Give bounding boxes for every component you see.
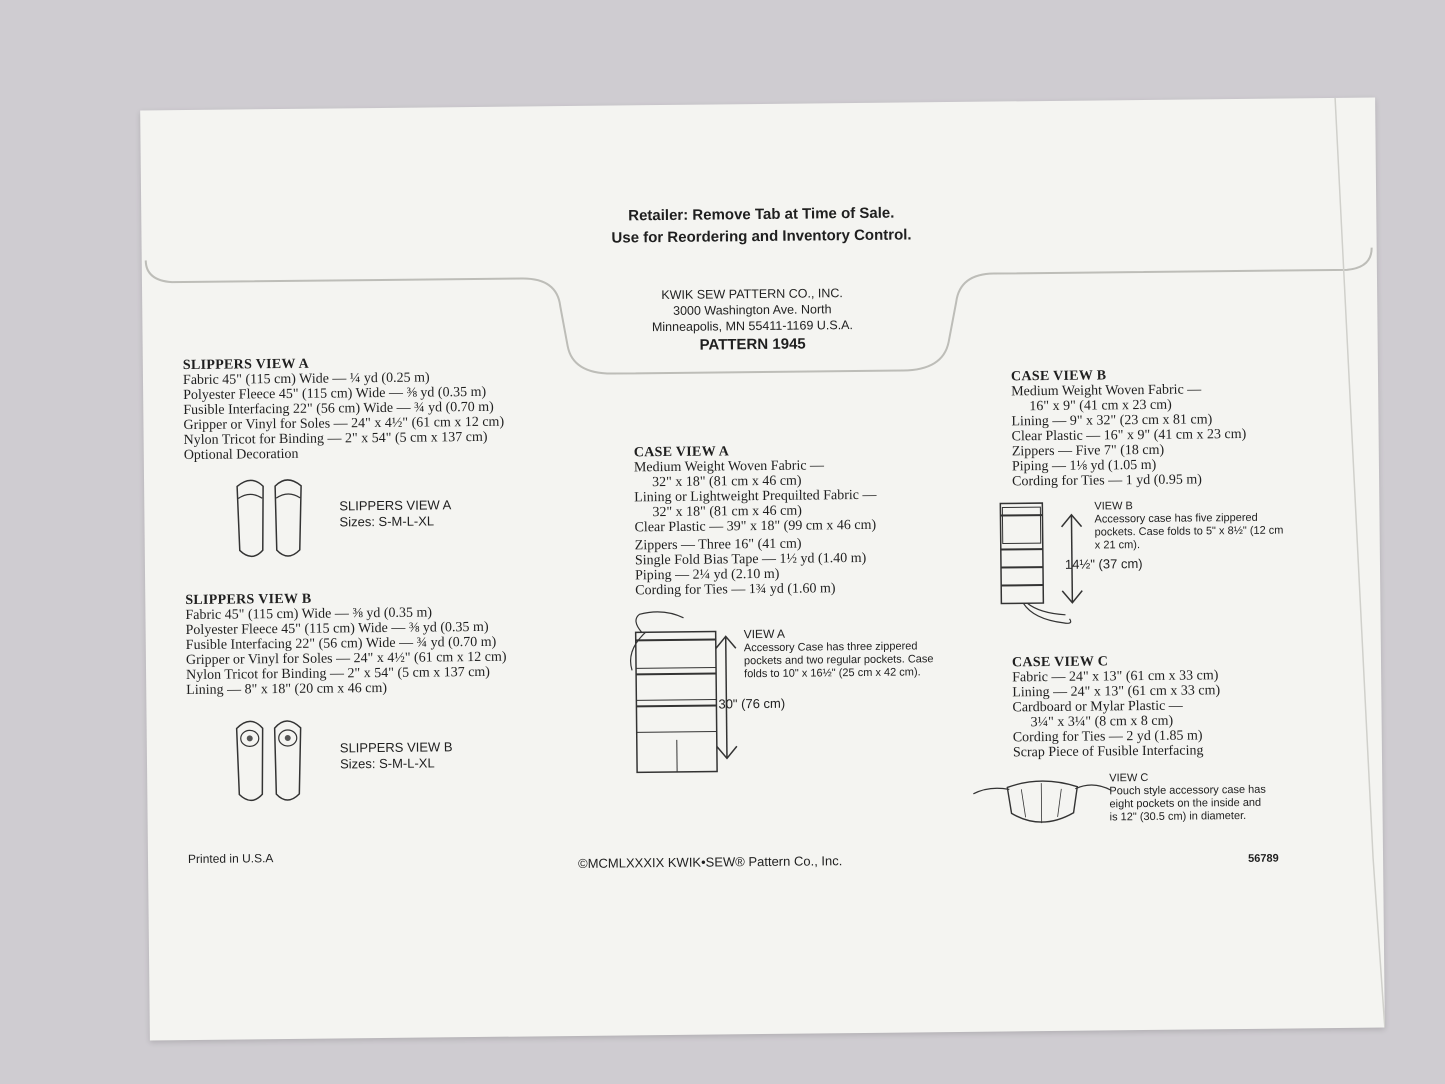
view-label: VIEW B	[1094, 500, 1133, 513]
view-desc: Accessory case has five zippered	[1094, 511, 1258, 526]
case-view-a-title: CASE VIEW A	[633, 444, 730, 461]
requirement-line: 32" x 18" (81 cm x 46 cm)	[652, 473, 802, 491]
slippers-view-b-title: SLIPPERS VIEW B	[185, 591, 312, 609]
slippers-view-b-caption	[340, 739, 453, 772]
case-view-c-caption	[1109, 771, 1266, 825]
requirement-line: Gripper or Vinyl for Soles — 24" x 4½" (61 cm x 12 cm)	[185, 649, 507, 669]
company-address	[582, 284, 922, 336]
pattern-number: PATTERN 1945	[699, 335, 806, 354]
case-c-illustration	[969, 772, 1120, 834]
case-view-b-caption	[1094, 499, 1283, 553]
slippers-view-a-caption	[339, 497, 451, 530]
slippers-view-a-title: SLIPPERS VIEW A	[182, 356, 310, 374]
requirement-line: Gripper or Vinyl for Soles — 24" x 4½" (61 cm x 12 cm)	[183, 414, 505, 434]
view-desc: x 21 cm).	[1094, 539, 1141, 552]
view-desc: pockets and two regular pockets. Case	[743, 653, 934, 668]
case-view-b-title: CASE VIEW B	[1010, 368, 1107, 385]
slippers-view-a-section	[183, 355, 505, 463]
requirement-line: 32" x 18" (81 cm x 46 cm)	[652, 503, 802, 521]
case-view-a-caption	[744, 624, 934, 681]
requirement-line: Medium Weight Woven Fabric —	[633, 458, 825, 476]
case-view-c-section	[1012, 653, 1221, 760]
case-b-dimension: 14½" (37 cm)	[1064, 556, 1143, 572]
retailer-notice	[501, 201, 1021, 250]
requirement-line: Nylon Tricot for Binding — 2" x 54" (5 cm x 137 cm)	[183, 429, 488, 449]
view-desc: is 12" (30.5 cm) in diameter.	[1109, 809, 1247, 824]
caption-title: SLIPPERS VIEW A	[339, 497, 452, 514]
slipper-b-illustration	[228, 714, 309, 810]
requirement-line: Scrap Piece of Fusible Interfacing	[1012, 743, 1204, 761]
requirement-line: Fabric — 24" x 13" (61 cm x 33 cm)	[1012, 668, 1219, 686]
requirement-line: Fusible Interfacing 22" (56 cm) Wide — ¾ yd (0.70 m)	[185, 634, 497, 654]
requirement-line: Zippers — Three 16" (41 cm)	[634, 536, 802, 554]
product-code: 56789	[1247, 852, 1279, 865]
case-view-b-section	[1011, 367, 1247, 489]
slipper-a-illustration	[229, 474, 310, 565]
caption-sizes: Sizes: S-M-L-XL	[339, 513, 435, 530]
requirement-line: Lining — 8" x 18" (20 cm x 46 cm)	[186, 680, 388, 699]
requirement-line: Fabric 45" (115 cm) Wide — ⅜ yd (0.35 m)	[185, 605, 433, 624]
copyright: ©MCMLXXXIX KWIK•SEW® Pattern Co., Inc.	[577, 853, 843, 871]
requirement-line: 16" x 9" (41 cm x 23 cm)	[1029, 397, 1172, 415]
requirement-line: Lining or Lightweight Prequilted Fabric —	[634, 487, 877, 506]
view-label: VIEW C	[1109, 771, 1149, 785]
view-desc: pockets. Case folds to 5" x 8½" (12 cm	[1094, 524, 1284, 539]
pattern-envelope	[140, 98, 1385, 1041]
requirement-line: Piping — 2¼ yd (2.10 m)	[634, 566, 780, 584]
printed-in: Printed in U.S.A	[187, 851, 274, 867]
case-view-a-section	[634, 443, 878, 599]
slippers-view-b-section	[185, 590, 507, 698]
requirement-line: Fusible Interfacing 22" (56 cm) Wide — ¾ yd (0.70 m)	[183, 399, 494, 419]
requirement-line: Single Fold Bias Tape — 1½ yd (1.40 m)	[634, 550, 867, 569]
requirement-line: Piping — 1⅛ yd (1.05 m)	[1011, 457, 1157, 475]
requirement-line: Lining — 9" x 32" (23 cm x 81 cm)	[1011, 412, 1213, 430]
requirement-line: Zippers — Five 7" (18 cm)	[1011, 442, 1165, 460]
retailer-line-1: Retailer: Remove Tab at Time of Sale.	[628, 204, 895, 225]
company-city: Minneapolis, MN 55411-1169 U.S.A.	[651, 318, 854, 335]
requirement-line: Clear Plastic — 39" x 18" (99 cm x 46 cm)	[634, 517, 877, 536]
caption-sizes: Sizes: S-M-L-XL	[339, 755, 435, 772]
requirement-line: Cardboard or Mylar Plastic —	[1012, 698, 1183, 716]
requirement-line: Medium Weight Woven Fabric —	[1011, 382, 1202, 400]
company-name: KWIK SEW PATTERN CO., INC.	[661, 286, 843, 303]
view-label: VIEW A	[743, 626, 786, 642]
retailer-line-2: Use for Reordering and Inventory Control.	[611, 226, 912, 247]
requirement-line: Fabric 45" (115 cm) Wide — ¼ yd (0.25 m)	[182, 370, 430, 389]
view-desc: folds to 10" x 16½" (25 cm x 42 cm).	[744, 666, 921, 681]
requirement-line: Optional Decoration	[183, 446, 299, 464]
requirement-line: 3¼" x 3¼" (8 cm x 8 cm)	[1030, 713, 1174, 731]
requirement-line: Clear Plastic — 16" x 9" (41 cm x 23 cm)	[1011, 426, 1247, 445]
requirement-line: Cording for Ties — 2 yd (1.85 m)	[1012, 728, 1203, 746]
requirement-line: Cording for Ties — 1 yd (0.95 m)	[1012, 472, 1202, 490]
requirement-line: Polyester Fleece 45" (115 cm) Wide — ⅜ yd (0.35 m)	[183, 384, 487, 404]
company-street: 3000 Washington Ave. North	[673, 302, 832, 318]
caption-title: SLIPPERS VIEW B	[339, 739, 453, 756]
case-a-dimension: 30" (76 cm)	[718, 695, 786, 712]
view-desc: Accessory Case has three zippered	[743, 640, 918, 655]
requirement-line: Nylon Tricot for Binding — 2" x 54" (5 cm x 137 cm)	[186, 664, 491, 684]
requirement-line: Cording for Ties — 1¾ yd (1.60 m)	[635, 581, 836, 599]
view-desc: eight pockets on the inside and	[1109, 796, 1262, 811]
case-view-c-title: CASE VIEW C	[1011, 654, 1109, 671]
requirement-line: Polyester Fleece 45" (115 cm) Wide — ⅜ yd (0.35 m)	[185, 619, 489, 639]
requirement-line: Lining — 24" x 13" (61 cm x 33 cm)	[1012, 683, 1221, 701]
view-desc: Pouch style accessory case has	[1109, 783, 1266, 798]
